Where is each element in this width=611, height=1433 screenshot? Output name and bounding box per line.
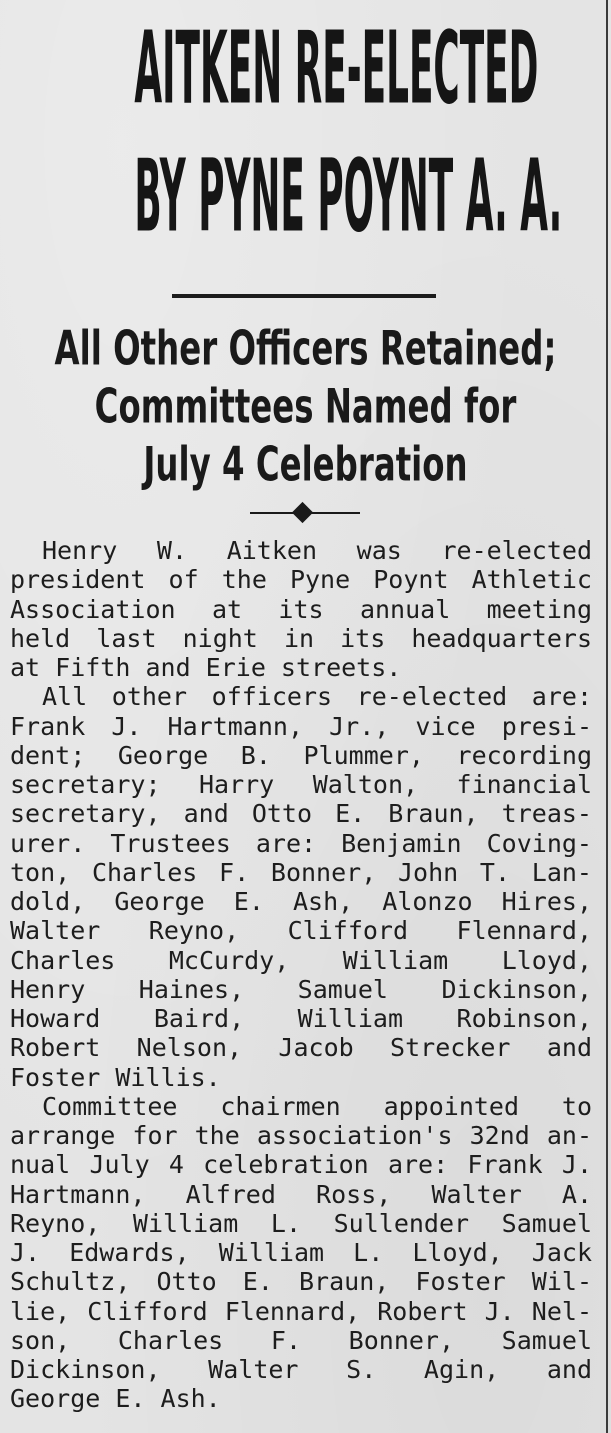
body-line: George E. Ash.: [10, 1384, 221, 1414]
body-line: Walter Reyno, Clifford Flennard,: [10, 916, 592, 946]
body-line: J. Edwards, William L. Lloyd, Jack: [10, 1238, 592, 1267]
body-line: lie, Clifford Flennard, Robert J. Nel-: [10, 1296, 592, 1326]
body-line: secretary; Harry Walton, financial: [10, 770, 592, 799]
body-line: Schultz, Otto E. Braun, Foster Wil-: [10, 1267, 592, 1297]
subhead-line-1: All Other Officers Retained;: [54, 322, 557, 377]
dash-ornament: [250, 502, 360, 524]
body-line: Foster Willis.: [10, 1062, 221, 1092]
headline-divider: [172, 294, 436, 298]
subhead-line-3: July 4 Celebration: [143, 438, 468, 493]
headline-line-1: AITKEN RE-ELECTED: [134, 12, 539, 128]
body-line: secretary, and Otto E. Braun, treas-: [10, 799, 592, 829]
body-line: urer. Trustees are: Benjamin Coving-: [10, 828, 592, 858]
body-line: Association at its annual meeting: [10, 594, 592, 624]
body-line: Howard Baird, William Robinson,: [10, 1004, 592, 1033]
body-line: dent; George B. Plummer, recording: [10, 740, 592, 770]
subhead-line-2: Committees Named for: [94, 380, 517, 435]
body-line: nual July 4 celebration are: Frank J.: [10, 1150, 592, 1180]
body-line: Committee chairmen appointed to: [42, 1091, 592, 1121]
body-line: Charles McCurdy, William Lloyd,: [10, 945, 592, 975]
body-line: Robert Nelson, Jacob Strecker and: [10, 1033, 592, 1063]
body-line: president of the Pyne Poynt Athletic: [10, 565, 592, 595]
body-line: Henry Haines, Samuel Dickinson,: [10, 974, 592, 1004]
ornament-diamond: [292, 502, 313, 523]
body-line: All other officers re-elected are:: [42, 682, 592, 712]
body-line: ton, Charles F. Bonner, John T. Lan-: [10, 857, 592, 887]
column-rule: [606, 0, 608, 1433]
body-line: held last night in its headquarters: [10, 623, 592, 653]
body-line: Reyno, William L. Sullender Samuel: [10, 1208, 592, 1238]
body-line: Hartmann, Alfred Ross, Walter A.: [10, 1179, 592, 1209]
body-line: son, Charles F. Bonner, Samuel: [10, 1325, 592, 1355]
body-line: dold, George E. Ash, Alonzo Hires,: [10, 887, 592, 916]
headline-line-2: BY PYNE POYNT A. A.: [134, 140, 563, 256]
body-line: Henry W. Aitken was re-elected: [42, 536, 592, 565]
body-line: at Fifth and Erie streets.: [10, 653, 402, 682]
body-line: Dickinson, Walter S. Agin, and: [10, 1355, 592, 1384]
body-line: Frank J. Hartmann, Jr., vice presi-: [10, 711, 592, 741]
body-line: arrange for the association's 32nd an-: [10, 1121, 592, 1150]
